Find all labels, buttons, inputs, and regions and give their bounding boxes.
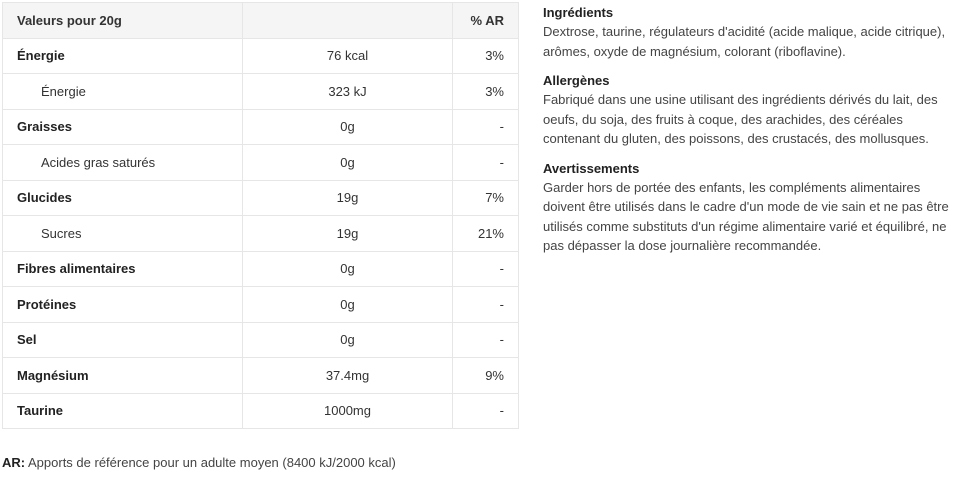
section-text: Fabriqué dans une usine utilisant des ingrédients dérivés du lait, des oeufs, du soja, des fruits à coque, des arachides, des céréales contenant du gluten, des poissons, des crustacés, des mollusques. [543,92,938,146]
section-allergens [543,71,953,149]
nutrient-ar: 3% [453,74,519,110]
section-warnings [543,159,953,256]
header-value [243,3,453,39]
nutrient-value: 76 kcal [243,38,453,74]
nutrient-ar: - [453,322,519,358]
nutrient-value: 19g [243,180,453,216]
nutrient-label: Énergie [3,38,243,74]
nutrient-label: Graisses [3,109,243,145]
table-row [3,322,519,358]
nutrient-label: Sel [3,322,243,358]
nutrition-table [2,2,519,429]
footnote-text: Apports de référence pour un adulte moyen (8400 kJ/2000 kcal) [25,455,396,470]
section-text: Garder hors de portée des enfants, les compléments alimentaires doivent être utilisés dans le cadre d'un mode de vie sain et ne pas être utilisés comme substituts d'un régime alimentaire varié et équilibré, ne pas dépasser la dose journalière recommandée. [543,179,949,253]
nutrient-value: 37.4mg [243,358,453,394]
nutrient-ar: - [453,287,519,323]
nutrient-ar: - [453,251,519,287]
table-row [3,393,519,429]
nutrient-ar: 7% [453,180,519,216]
nutrient-value: 0g [243,109,453,145]
header-ar: % AR [453,3,519,39]
table-row [3,216,519,252]
nutrient-label: Énergie [3,74,243,110]
table-row [3,251,519,287]
section-title: Avertissements [543,160,640,176]
nutrient-value: 0g [243,322,453,358]
section-title: Ingrédients [543,5,614,20]
nutrient-label: Glucides [3,180,243,216]
nutrient-value: 1000mg [243,393,453,429]
nutrient-label: Sucres [3,216,243,252]
nutrient-value: 19g [243,216,453,252]
nutrient-value: 0g [243,145,453,181]
nutrient-label: Magnésium [3,358,243,394]
nutrient-value: 323 kJ [243,74,453,110]
nutrient-ar: - [453,145,519,181]
footnote [2,455,396,470]
nutrient-ar: - [453,109,519,145]
product-info [543,3,953,266]
nutrient-ar: - [453,393,519,429]
nutrient-label: Taurine [3,393,243,429]
section-title: Allergènes [543,73,610,88]
table-row [3,358,519,394]
nutrient-label: Acides gras saturés [3,145,243,181]
header-serving: Valeurs pour 20g [3,3,243,39]
footnote-abbr: AR: [2,455,26,470]
nutrient-value: 0g [243,287,453,323]
nutrient-label: Fibres alimentaires [3,251,243,287]
nutrient-ar: 21% [453,216,519,252]
table-header-row [3,3,519,39]
section-ingredients [543,3,953,61]
table-row [3,38,519,74]
nutrient-label: Protéines [3,287,243,323]
section-text: Dextrose, taurine, régulateurs d'acidité (acide malique, acide citrique), arômes, oxyde de magnésium, colorant (riboflavine). [543,24,946,59]
nutrient-ar: 9% [453,358,519,394]
table-row [3,287,519,323]
table-row [3,180,519,216]
table-row [3,145,519,181]
table-row [3,74,519,110]
nutrient-ar: 3% [453,38,519,74]
table-row [3,109,519,145]
nutrient-value: 0g [243,251,453,287]
